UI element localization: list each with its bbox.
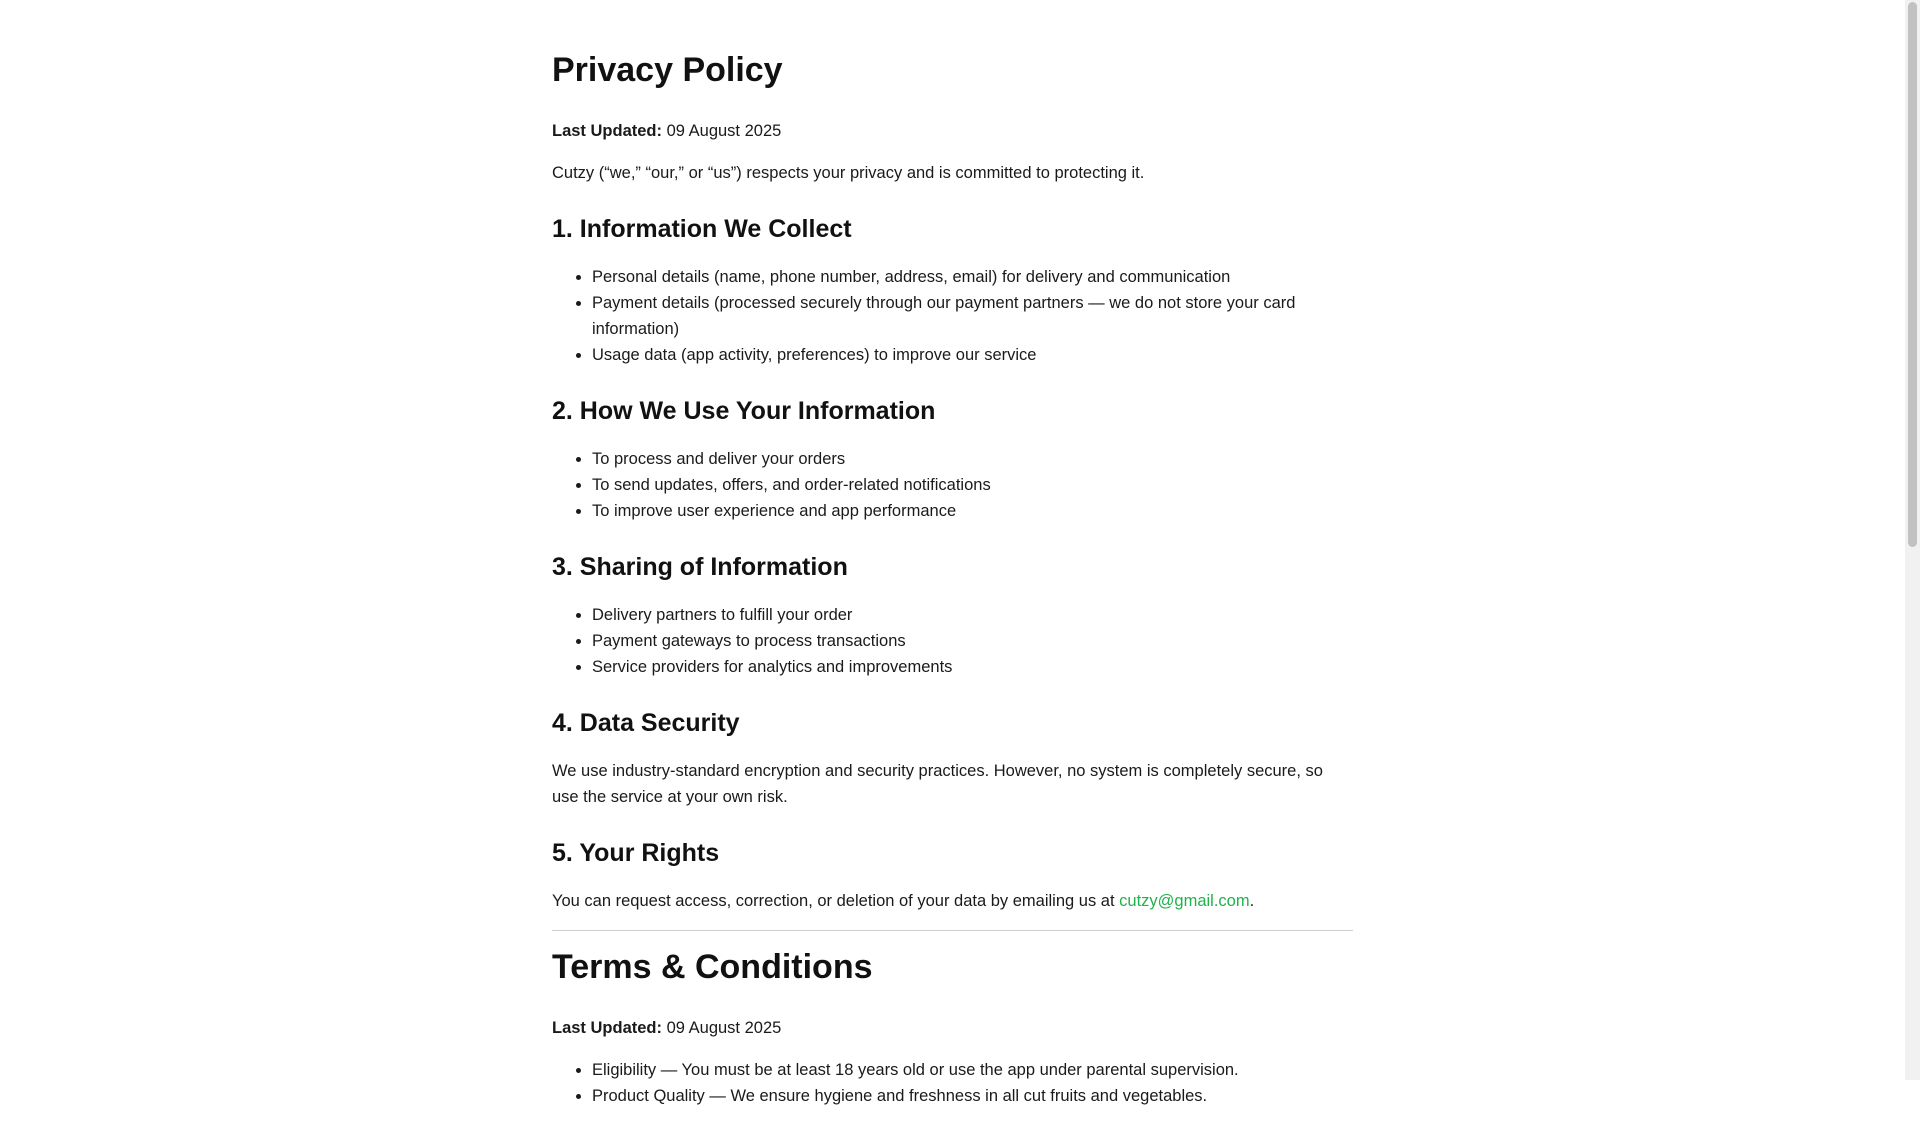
terms-title: Terms & Conditions — [552, 948, 873, 986]
privacy-intro: Cutzy (“we,” “our,” or “us”) respects your privacy and is committed to protecting it. — [552, 164, 1145, 182]
section-heading-information-we-collect: 1. Information We Collect — [552, 215, 852, 243]
list-item: • Usage data (app activity, preferences) to improve our service — [592, 342, 1353, 368]
list-item: • Personal details (name, phone number, address, email) for delivery and communication — [592, 264, 1353, 290]
section-heading-your-rights: 5. Your Rights — [552, 839, 720, 867]
list-item: • Product Quality — We ensure hygiene and freshness in all cut fruits and vegetables. — [592, 1083, 1353, 1109]
section-heading-data-security: 4. Data Security — [552, 709, 740, 737]
list-item: • Payment details (processed securely through our payment partners — we do not store your card information) — [592, 290, 1353, 342]
your-rights-text-before: You can request access, correction, or deletion of your data by emailing us at — [552, 892, 1120, 910]
last-updated-date: 09 August 2025 — [666, 1019, 782, 1037]
list-information-we-collect — [552, 264, 1353, 368]
section-heading-how-we-use: 2. How We Use Your Information — [552, 397, 936, 425]
list-item: • To process and deliver your orders — [592, 446, 1353, 472]
list-sharing — [552, 602, 1353, 680]
contact-email-link[interactable]: cutzy@gmail.com — [1119, 892, 1250, 910]
list-terms — [552, 1057, 1353, 1109]
section-heading-sharing: 3. Sharing of Information — [552, 553, 848, 581]
your-rights-text-after: . — [1249, 892, 1255, 910]
list-item: • Payment gateways to process transactions — [592, 628, 1353, 654]
list-item: • Delivery partners to fulfill your order — [592, 602, 1353, 628]
list-item: • Eligibility — You must be at least 18 years old or use the app under parental supervision. — [592, 1057, 1353, 1083]
list-how-we-use — [552, 446, 1353, 524]
last-updated-date: 09 August 2025 — [666, 122, 782, 140]
last-updated-label: Last Updated: — [552, 1019, 663, 1037]
privacy-policy-title: Privacy Policy — [552, 51, 783, 89]
your-rights-text — [552, 888, 1353, 914]
data-security-text: We use industry-standard encryption and security practices. However, no system is completely secure, so use the service at your own risk. — [552, 762, 1323, 806]
list-item: • Service providers for analytics and improvements — [592, 654, 1353, 680]
vertical-scrollbar[interactable] — [1905, 0, 1920, 1080]
section-divider — [552, 930, 1353, 931]
scrollbar-thumb[interactable] — [1908, 2, 1917, 547]
last-updated-label: Last Updated: — [552, 122, 663, 140]
privacy-last-updated — [552, 118, 1353, 144]
list-item: • To send updates, offers, and order-related notifications — [592, 472, 1353, 498]
policy-content — [552, 48, 1353, 1125]
terms-last-updated — [552, 1015, 1353, 1041]
list-item: • To improve user experience and app performance — [592, 498, 1353, 524]
